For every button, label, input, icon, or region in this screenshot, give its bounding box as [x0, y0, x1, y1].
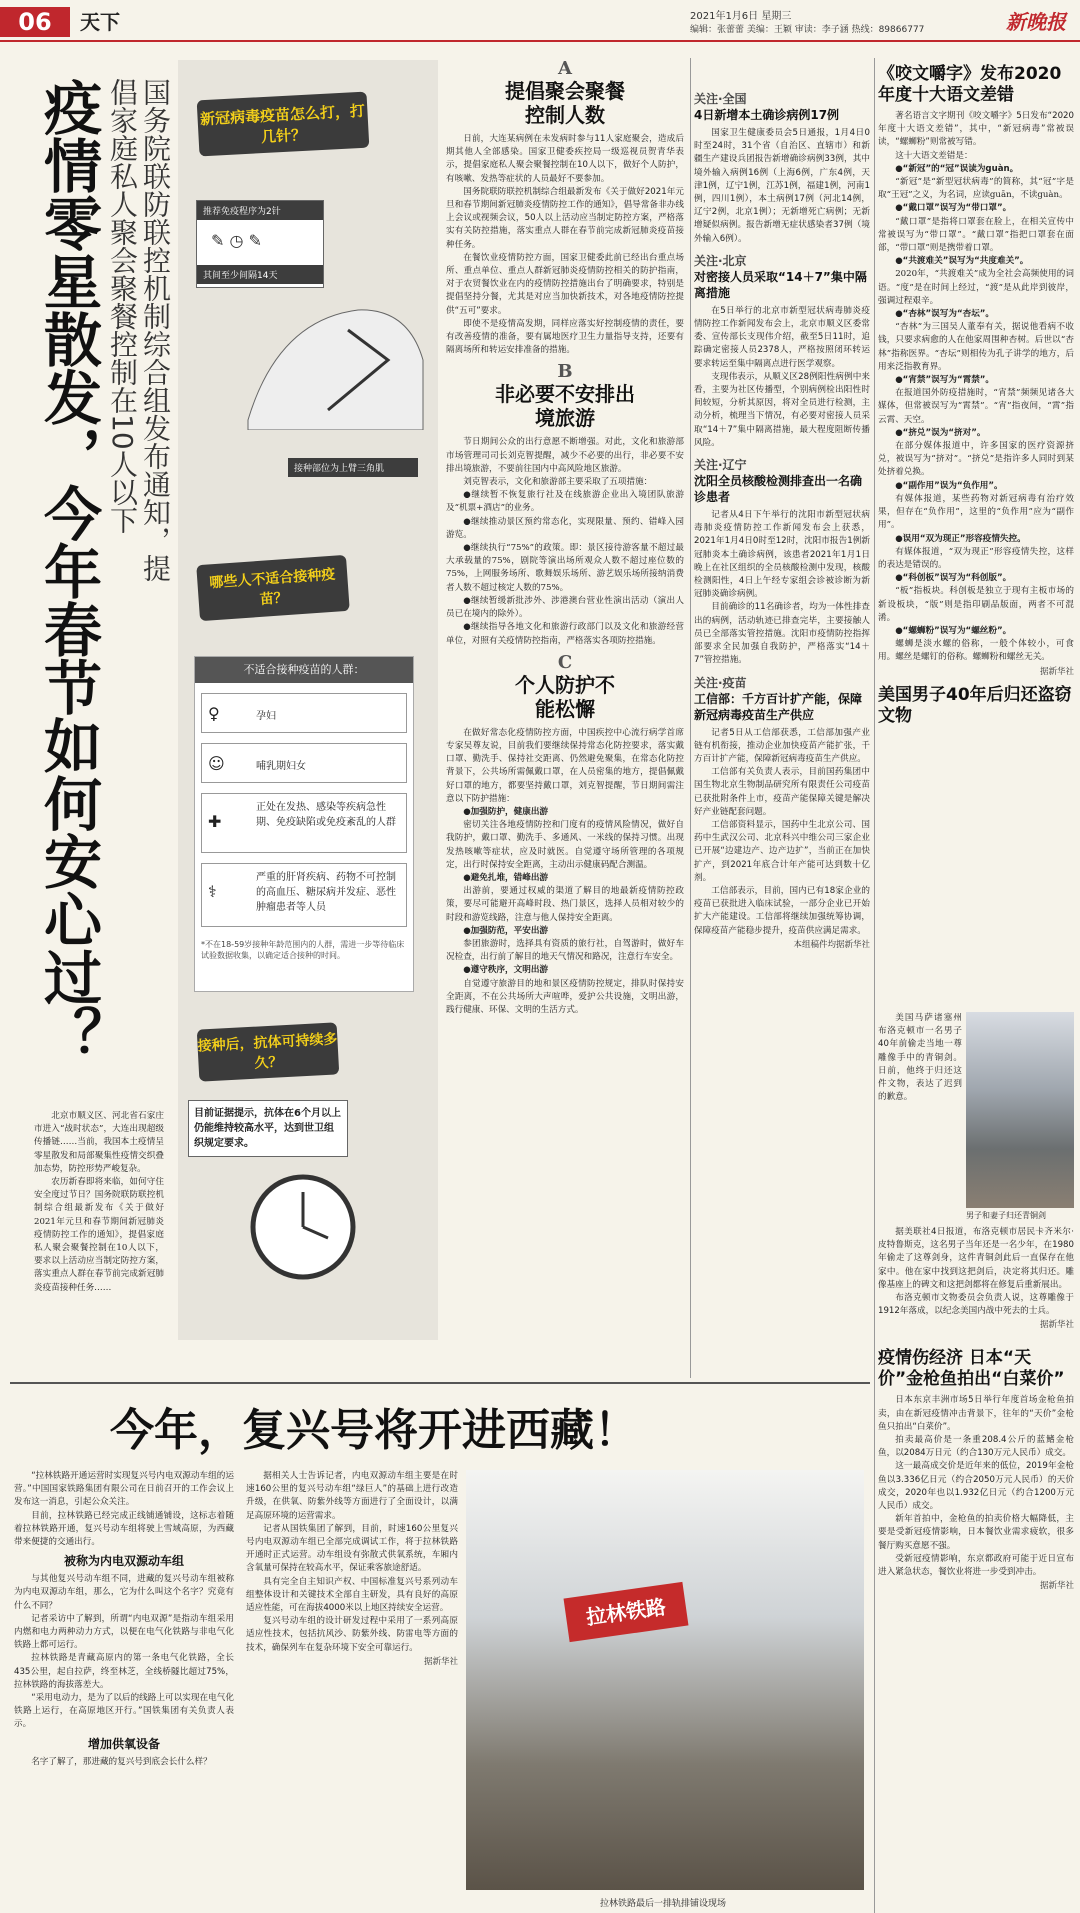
paragraph: 记者从国铁集团了解到，目前，时速160公里复兴号内电双源动车组已全部完成调试工作，将于拉林铁路开通时正式运营。动车组设有弥散式供氧系统，车厢内含氧量可保持在较高水平，保证乘客旅途舒适。 — [246, 1523, 458, 1574]
kicker-national: 关注·全国 — [694, 92, 747, 106]
bullet-item: ●继续执行“75%”的政策。即：景区接待游客量不超过最大承载量的75%，剧院等演出场所观众人数不超过座位数的75%，上网服务场所、歌舞娱乐场所、游艺娱乐场所接纳消费者人数不超过核定人数的75%。 — [446, 543, 684, 593]
paragraph: 支现伟表示，从顺义区28例阳性病例中来看，主要为社区传播型，个别病例检出阳性时间较短，分析其原因，将对全员进行检测，主动分析，梳理当下情况，有必要对密接人员采取“14＋7”集中隔离措施，最大程度阻断传播风险。 — [694, 371, 870, 448]
story-divider — [10, 1382, 870, 1384]
bullet-item: 出游前，要通过权威的渠道了解目的地最新疫情防控政策，要尽可能避开高峰时段、热门景区，选择人员相对较少的时段和游览线路，注意与他人保持安全距离。 — [446, 886, 684, 923]
antibody-panel — [178, 1090, 438, 1340]
headline-b: 非必要不安排出境旅游 — [495, 382, 635, 431]
lead-title: 疫情零星散发，今年春节如何安心过？ — [34, 78, 102, 1064]
q3-banner — [197, 1022, 340, 1081]
bullet-heading: ●避免扎堆，错峰出游 — [463, 872, 549, 883]
bullet-item: 参团旅游时，选择具有资质的旅行社，自驾游时，做好车况检查，出行前了解目的地天气情况和路况，注意行车安全。 — [446, 938, 684, 963]
error-list-item: “板”指板块。科创板是独立于现有主板市场的新设板块，“版”则是指印刷品版面，两者不可混淆。 — [878, 586, 1074, 623]
paragraph: 节日期间公众的出行意愿不断增强。对此，文化和旅游部市场管理司司长刘克智提醒，减少不必要的出行，非必要不安排出境旅游，不要前往国内中高风险地区旅游。 — [446, 437, 684, 474]
lead-paragraph-1: 北京市顺义区、河北省石家庄市进入“战时状态”，大连出现超级传播链……当前，我国本土疫情呈零星散发和局部聚集性疫情交织叠加态势，防控形势严峻复杂。 — [34, 1111, 164, 1174]
source-credit: 据新华社 — [1039, 1581, 1074, 1592]
headline-a: 提倡聚会聚餐控制人数 — [505, 79, 625, 127]
pregnant-icon: ♀ — [208, 704, 220, 723]
railway-sign: 拉林铁路 — [564, 1582, 689, 1642]
paragraph: 复兴号动车组的设计研发过程中采用了一系列高原适应性技术，包括抗风沙、防紫外线、防雷电等方面的技术，确保列车在复杂环境下安全可靠运行。 — [246, 1616, 458, 1653]
paragraph: 即使不是疫情高发期，同样应落实好控制疫情的责任，要有改善疫情的准备，要有属地医疗卫生力量指导支持，还要有隔离场所和转运安排准备的措施。 — [446, 318, 684, 356]
error-list-item: ●“杏林”误写为“杏坛”。 — [895, 309, 995, 320]
relic-text-cont — [878, 1226, 1074, 1591]
paragraph: 名字了解了，那进藏的复兴号到底会长什么样？ — [31, 1756, 212, 1767]
error-list-item: ●“共渡难关”误写为“共度难关”。 — [895, 256, 1029, 267]
schedule-card — [196, 200, 324, 288]
injection-site: 接种部位为上臂三角肌 — [288, 458, 418, 477]
error-list — [878, 163, 1074, 665]
source-credit: 据新华社 — [1039, 666, 1074, 677]
column-divider — [874, 58, 875, 1913]
paragraph: 在做好常态化疫情防控方面，中国疾控中心流行病学首席专家吴尊友说，目前我们要继续保持常态化防控要求，落实戴口罩、勤洗手、保持社交距离、仍然避免聚集，在常态化防控背景下，公共场所需佩戴口罩，在人员密集的地方，提倡佩戴好口罩的地方，都要坚持戴口罩，刘克智提醒，节日期间需注意以下防护措施： — [446, 727, 684, 804]
unsuitable-list — [194, 656, 414, 992]
newspaper-logo: 新晚报 — [1006, 10, 1066, 34]
column-news — [694, 90, 870, 950]
ambulance-icon: ✚ — [208, 812, 222, 831]
paragraph: 工信部表示，目前，国内已有18家企业的疫苗已获批进入临床试验，一部分企业已开始扩大产能建设。工信部将继续加强统筹协调，保障疫苗产能稳步提升，疫苗供应满足需求。 — [694, 885, 870, 936]
paragraph: 著名语言文字期刊《咬文嚼字》5日发布“2020年度十大语文差错”，其中，“新冠病毒”常被误读，“螺蛳粉”则常被写错。 — [878, 111, 1074, 148]
paragraph: 据美联社4日报道，布洛克顿市居民卡齐米尔·皮特鲁斯克，这名男子当年还是一名少年，在1980年偷走了这尊剑身，这件青铜剑此后一直保存在他家中。他在家中找到这把剑后，决定将其归还。雕像基座上的碑文和这把剑都将在修复后重新展出。 — [878, 1227, 1074, 1290]
bullet-item: ●继续推动景区预约常态化，实现限量、预约、错峰入园游览。 — [446, 516, 684, 540]
bullet-item: ●继续指导各地文化和旅游行政部门以及文化和旅游经营单位，对照有关疫情防控指南，严格落实各项防控措施。 — [446, 622, 684, 646]
editor-credits: 编辑：张蕾蕾 美编：王颖 审读：李子涵 热线：89866777 — [690, 25, 925, 35]
paragraph: 记者采访中了解到，所谓“内电双源”是指动车组采用内燃和电力两种动力方式，以便在电气化铁路与非电气化铁路上都可运行。 — [14, 1613, 234, 1651]
error-list-item: 有媒体报道，“双为现正”形容疫情失控，这样的表达是错误的。 — [878, 546, 1074, 570]
paragraph: 在餐饮业疫情防控方面，国家卫健委此前已经出台重点场所、重点单位、重点人群新冠肺炎疫情防控相关的防护指南，对于农贸餐饮业在内的疫情防控措施出台了明确要求，特别是提倡坚持分餐，尤其是对应当加快新技术，对各地疫情防控提供“五可”要求。 — [446, 252, 684, 316]
masthead-rule — [0, 40, 1080, 42]
schedule-interval: 其间至少间隔14天 — [197, 265, 323, 284]
bullet-item: 自觉遵守旅游目的地和景区疫情防控规定，排队时保持安全距离，不在公共场所大声喧哗，爱护公共设施，文明出游，践行健康、环保、文明的生活方式。 — [446, 978, 684, 1015]
error-list-item: 在部分媒体报道中，许多国家的医疗资源挤兑，被误写为“挤对”。“挤兑”是指许多人同时到某处挤着兑换。 — [878, 441, 1074, 478]
section-name: 天下 — [80, 10, 120, 34]
paragraph: 新年首拍中，金枪鱼的拍卖价格大幅降低，主要是受新冠疫情影响，日本餐饮业需求疲软，很多餐厅购买意愿不强。 — [878, 1514, 1074, 1551]
subhead-dual-power: 被称为内电双源动车组 — [63, 1554, 184, 1569]
paragraph: 受新冠疫情影响，东京都政府可能于近日宣布进入紧急状态，餐饮业将进一步受到冲击。 — [878, 1553, 1074, 1578]
paragraph: 与其他复兴号动车组不同，进藏的复兴号动车组被称为内电双源动车组，那么，它为什么叫这个名字？究竟有什么不同？ — [14, 1574, 234, 1611]
error-list-item: 螺蛳是淡水螺的俗称，一般个体较小，可食用。螺丝是螺钉的俗称。螺蛳粉和螺丝无关。 — [878, 639, 1074, 663]
error-list-item: 2020年，“共渡难关”成为全社会高频使用的词语。“度”是在时间上经过，“渡”是从此岸到彼岸，强调过程艰辛。 — [878, 269, 1074, 306]
paragraph: “拉林铁路开通运营时实现复兴号内电双源动车组的运营。”中国国家铁路集团有限公司在日前召开的工作会议上发布这一消息，引起公众关注。 — [14, 1471, 234, 1508]
railway-photo — [466, 1470, 864, 1890]
paragraph: 拉林铁路是青藏高原内的第一条电气化铁路，全长435公里，起自拉萨，终至林芝，全线桥隧比超过75%，拉林铁路的海拔落差大。 — [14, 1653, 234, 1690]
column-right — [878, 64, 1074, 727]
error-list-item: ●“科创板”误写为“科创版”。 — [895, 573, 1012, 584]
error-list-item: “戴口罩”是指将口罩套在脸上，在相关宣传中常被误写为“带口罩”。“戴口罩”指把口罩套在面部，“带口罩”则是携带着口罩。 — [878, 216, 1074, 254]
error-list-item: ●“挤兑”误为“挤对”。 — [895, 427, 986, 438]
bottom-col-2 — [246, 1470, 458, 1667]
q1-text: 新冠病毒疫苗怎么打，打几针？ — [199, 101, 366, 147]
headline-beijing: 对密接人员采取“14＋7”集中隔离措施 — [694, 269, 867, 300]
paragraph: 据相关人士告诉记者，内电双源动车组主要是在时速160公里的复兴号动车组“绿巨人”的基础上进行改造升级，在供氧、防紫外线等方面进行了全面设计，以满足高原环境的运营需求。 — [246, 1471, 458, 1521]
q1-banner — [197, 92, 370, 157]
error-list-item: ●“新冠”的“冠”误读为guàn。 — [895, 163, 1019, 174]
clock-icon — [248, 1172, 358, 1282]
list-item: ☺ 哺乳期妇女 — [201, 743, 407, 783]
paragraph: 目前确诊的11名确诊者，均为一体性排查出的病例，活动轨迹已排查完毕，主要接触人员已全部落实管控措施。沈阳市疫情防控指挥部要求全民加强自我防护，严格落实“14＋7”管控措施。 — [694, 602, 870, 666]
error-list-item: ●“螺蛳粉”误写为“螺丝粉”。 — [895, 625, 1012, 636]
section-letter-c: C — [557, 651, 573, 673]
relic-text — [878, 1012, 962, 1104]
paragraph: 国家卫生健康委员会5日通报，1月4日0时至24时，31个省（自治区、直辖市）和新疆生产建设兵团报告新增确诊病例33例，其中境外输入病例16例（上海6例，广东4例，天津1例，辽宁1例，江苏1例，福建1例，河南1例，四川1例），本土病例17例（河北14例，辽宁2例，北京1例）；无新增死亡病例；无新增疑似病例。报告新增无症状感染者37例（境外输入6例）。 — [694, 128, 870, 244]
photo-caption: 男子和妻子归还青铜剑 — [966, 1211, 1046, 1220]
photo-caption: 拉林铁路最后一排轨排铺设现场 — [600, 1899, 727, 1909]
paragraph: 工信部有关负责人表示，目前国药集团中国生物北京生物制品研究所有限责任公司疫苗已获批附条件上市，疫苗产能保障关键是解决好产业链配套问题。 — [694, 767, 870, 817]
paragraph: 在5日举行的北京市新型冠状病毒肺炎疫情防控工作新闻发布会上，北京市顺义区委常委、宣传部长支现伟介绍，截至5日11时，追踪确定密接人员2378人，严格按照闭环转运要求转运至集中隔离点进行医学观察。 — [694, 305, 870, 369]
bullet-heading: ●加强防范，平安出游 — [463, 925, 549, 936]
paragraph: 工信部资料显示，国药中生北京公司、国药中生武汉公司、北京科兴中维公司三家企业已开展“边建边产、边产边扩”，当前正在加快扩产，到2021年底合计年产能可达到数十亿剂。 — [694, 819, 870, 883]
paragraph: 布洛克顿市文物委员会负责人说，这尊雕像于1912年落成，以纪念美国内战中死去的士兵。 — [878, 1293, 1074, 1317]
bullet-heading: ●加强防护，健康出游 — [463, 806, 549, 817]
paragraph: 刘克智表示，文化和旅游部主要采取了五项措施： — [463, 477, 653, 488]
unsuitable-list-title: 不适合接种疫苗的人群： — [195, 657, 413, 683]
relic-photo — [966, 1012, 1074, 1208]
paragraph: 拍卖最高价是一条重208.4公斤的蓝鳍金枪鱼，以2084万日元（约合130万元人民币）成交。 — [878, 1435, 1074, 1459]
paragraph: 日本东京丰洲市场5日举行年度首场金枪鱼拍卖，由在新冠疫情冲击背景下，往年的“天价”金枪鱼只拍出“白菜价”。 — [878, 1395, 1074, 1432]
headline-c: 个人防护不能松懈 — [515, 672, 615, 721]
column-divider — [690, 58, 691, 1378]
error-list-item: ●“戴口罩”误写为“带口罩”。 — [895, 203, 1012, 214]
kicker-liaoning: 关注·辽宁 — [694, 458, 747, 473]
paragraph: 具有完全自主知识产权、中国标准复兴号系列动车组整体设计和关键技术全部自主研发，具有良好的高原适应性能，可在海拔4000米以上地区持续安全运营。 — [246, 1576, 458, 1614]
issue-date: 2021年1月6日 星期三 — [690, 11, 792, 22]
headline-vaccine: 工信部：千方百计扩产能，保障新冠病毒疫苗生产供应 — [694, 691, 863, 722]
q3-text: 接种后，抗体可持续多久？ — [197, 1031, 338, 1072]
paragraph: 美国马萨诸塞州布洛克顿市一名男子40年前偷走当地一尊雕像手中的青铜剑。日前，他终于归还这件文物，表达了迟到的歉意。 — [878, 1013, 962, 1103]
paragraph: 记者从4日下午举行的沈阳市新型冠状病毒肺炎疫情防控工作新闻发布会上获悉，2021年1月4日0时至12时，沈阳市报告1例新冠肺炎本土确诊病例，该患者2021年1月1日晚上在社区组织的全员核酸检测中发现，核酸检测阳性，4日上午经专家组会诊被诊断为新冠肺炎确诊病例。 — [694, 510, 870, 600]
antibody-duration: 目前证据提示，抗体在6个月以上仍能维持较高水平，达到世卫组织规定要求。 — [188, 1100, 348, 1157]
lead-body — [34, 1110, 164, 1295]
column-policy — [446, 58, 684, 1017]
list-item: ⚕ 严重的肝肾疾病、药物不可控制的高血压、糖尿病并发症、恶性肿瘤患者等人员 — [201, 863, 407, 927]
headline-relic: 美国男子40年后归还盗窃文物 — [878, 684, 1072, 726]
syringe-timer-icon: ✎ ◷ ✎ — [211, 231, 262, 250]
paragraph: 国务院联防联控机制综合组最新发布《关于做好2021年元旦和春节期间新冠肺炎疫情防控工作的通知》，倡导常备非办线上会议或视频会议，50人以上活动应当制定防控方案，严格落实有关防控措施，落实重点人群在春节前完成新冠肺炎疫苗接种任务。 — [446, 186, 684, 250]
paragraph: 这十大语文差错是： — [895, 150, 973, 161]
bullet-item: ●继续暂不恢复旅行社及在线旅游企业出入境团队旅游及“机票+酒店”的业务。 — [446, 490, 684, 514]
error-list-item: ●“副作用”误为“负作用”。 — [895, 480, 1003, 491]
lead-subtitle: 国务院联防联控机制综合组发布通知，提倡家庭私人聚会聚餐控制在10人以下 — [106, 78, 172, 582]
bottom-col-1 — [14, 1470, 234, 1769]
q2-text: 哪些人不适合接种疫苗？ — [208, 566, 336, 608]
source-credit: 据新华社 — [1039, 1320, 1074, 1331]
error-list-item: “新冠”是“新型冠状病毒”的简称，其“冠”字是取“王冠”之义，为名词，应读guān，不读guàn。 — [878, 177, 1074, 201]
arm-illustration — [238, 300, 428, 430]
section-letter-a: A — [558, 58, 572, 79]
list-item: ♀ 孕妇 — [201, 693, 407, 733]
section-letter-b: B — [557, 361, 573, 383]
paragraph: 这一最高成交价是近年来的低位，2019年金枪鱼以3.336亿日元（约合2050万元人民币）的天价成交，2020年也以1.932亿日元（约合1200万元人民币）成交。 — [878, 1461, 1074, 1512]
bullet-item: ●继续暂缓新批涉外、涉港澳台营业性演出活动（演出人员已在境内的除外）。 — [446, 595, 684, 620]
masthead — [0, 0, 1080, 44]
list-item: ✚ 正处在发热、感染等疾病急性期、免疫缺陷或免疫紊乱的人群 — [201, 793, 407, 853]
bullet-heading: ●遵守秩序，文明出游 — [463, 965, 549, 976]
vaccine-infographic — [178, 60, 438, 1090]
error-list-item: 有媒体报道，某些药物对新冠病毒有治疗效果，但存在“负作用”，这里的“负作用”应为“副作用”。 — [878, 493, 1074, 531]
headline-language: 《咬文嚼字》发布2020年度十大语文差错 — [878, 64, 1062, 105]
paragraph: “采用电动力，是为了以后的线路上可以实现在电气化铁路上运行，在高原地区开行。”国铁集团有关负责人表示。 — [14, 1693, 234, 1730]
unsuitable-note: *不在18-59岁接种年龄范围内的人群，需进一步等待临床试验数据收集，以确定适合接种的时间。 — [201, 940, 405, 960]
headline-tuna: 疫情伤经济 日本“天价”金枪鱼拍出“白菜价” — [878, 1348, 1065, 1390]
schedule-doses: 推荐免疫程序为2针 — [197, 201, 323, 220]
lead-paragraph-2: 农历新春即将来临，如何守住安全度过节日？国务院联防联控机制综合组最新发布《关于做好2021年元旦和春节期间新冠肺炎疫情防控工作的通知》，提倡家庭私人聚会聚餐控制在10人以下，要求以上活动应当制定防控方案，落实重点人群在春节前完成新冠肺炎疫苗接种任务…… — [34, 1177, 164, 1293]
error-list-item: ●“宵禁”误写为“霄禁”。 — [895, 375, 995, 386]
kicker-vaccine: 关注·疫苗 — [694, 675, 747, 690]
paragraph: 记者5日从工信部获悉，工信部加强产业链有机衔接，推动企业加快疫苗产能扩张，千方百计扩产能，保障新冠病毒疫苗生产供应。 — [694, 727, 870, 764]
source-credit: 据新华社 — [423, 1656, 458, 1667]
error-list-item: “杏林”为三国吴人董奉有关，据说他看病不收钱，只要求病愈的人在他家周围种杏树。后世以“杏林”指称医界。“杏坛”则相传为孔子讲学的地方，后用来泛指教育界。 — [878, 322, 1074, 372]
error-list-item: ●误用“双为现正”形容疫情失控。 — [895, 533, 1026, 544]
subhead-oxygen: 增加供氧设备 — [87, 1736, 160, 1751]
bottom-headline: 今年，复兴号将开进西藏！ — [110, 1405, 638, 1456]
kicker-beijing: 关注·北京 — [694, 253, 747, 268]
nursing-icon: ☺ — [208, 754, 225, 773]
source-credit: 本组稿件均据新华社 — [793, 939, 870, 950]
q2-banner — [196, 555, 350, 621]
error-list-item: 在报道国外防疫措施时，“宵禁”频频见诸各大媒体，但常被误写为“霄禁”。“宵”指夜间，“霄”指云霄、天空。 — [878, 388, 1074, 425]
headline-national: 4日新增本土确诊病例17例 — [694, 108, 840, 122]
medicine-icon: ⚕ — [208, 882, 217, 901]
page-number: 06 — [0, 7, 70, 37]
paragraph: 目前，拉林铁路已经完成正线铺通铺设，这标志着随着拉林铁路开通，复兴号动车组将驶上雪域高原，为西藏带来便捷的交通出行。 — [14, 1510, 234, 1548]
paragraph: 日前，大连某病例在未发病时参与11人家庭聚会，造成后期其他人全部感染。国家卫健委疾控局一级巡视员贺青华表示，提倡家庭私人聚会聚餐控制在10人以下，做好个人防护，有咳嗽、发热等症状的人员最好不要参加。 — [446, 134, 684, 184]
bullet-item: 密切关注各地疫情防控和门度有的疫情风险情况，做好自我防护，戴口罩、勤洗手、多通风、一米线的保持习惯。出现发热咳嗽等症状，应及时就医。自觉遵守场所管理的各项规定，出行时保持安全距离，主动出示健康码配合测温。 — [446, 820, 684, 870]
headline-liaoning: 沈阳全员核酸检测排查出一名确诊患者 — [694, 474, 863, 505]
